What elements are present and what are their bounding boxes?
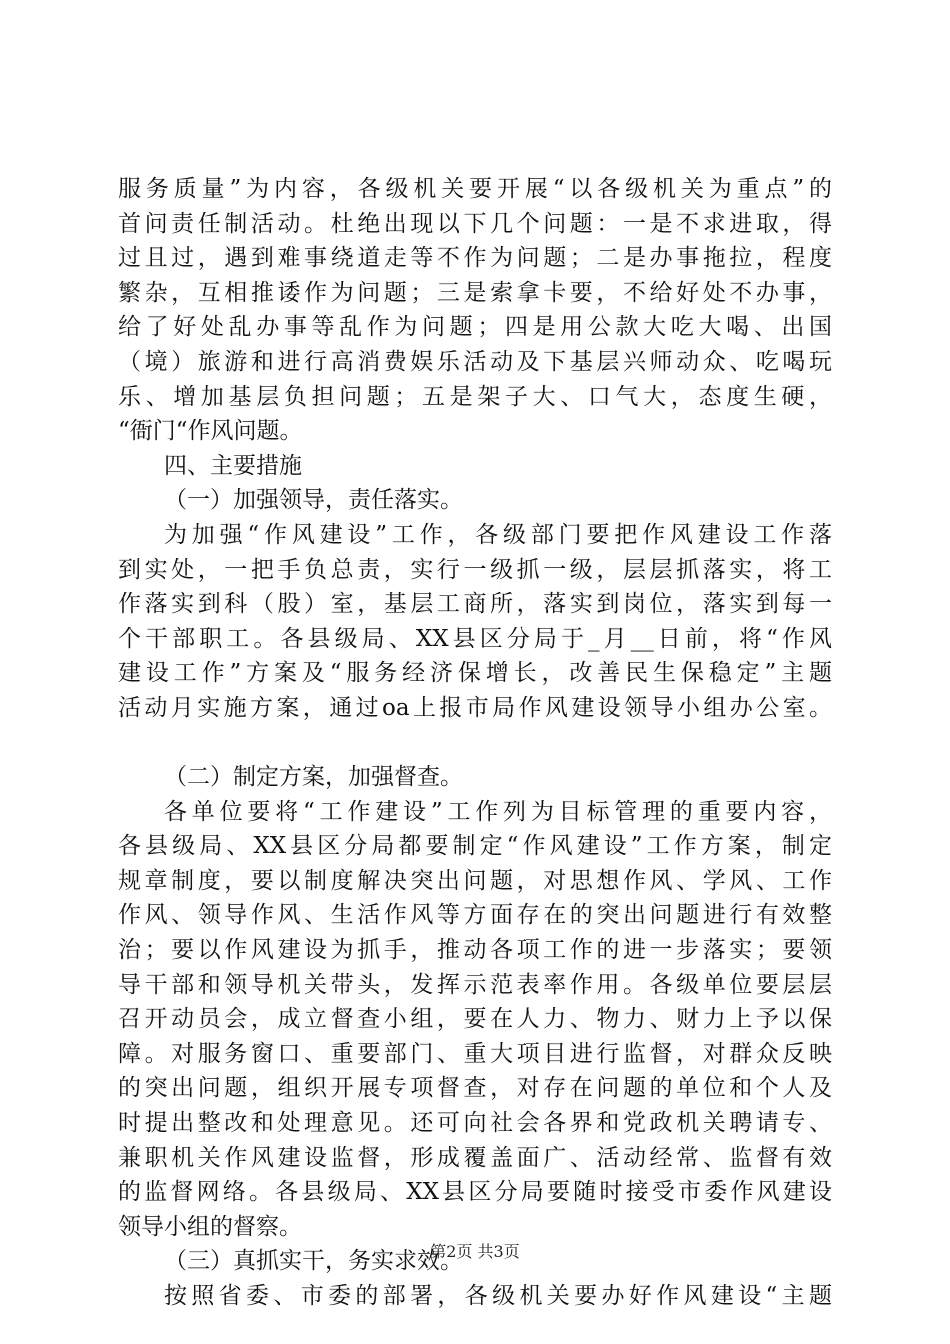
text-line: 过且过，遇到难事绕道走等不作为问题；二是办事拖拉，程度: [118, 245, 832, 272]
text-line: 作落实到科（股）室，基层工商所，落实到岗位，落实到每一: [118, 591, 832, 618]
text-line: 按照省委、市委的部署，各级机关要办好作风建设“主题: [164, 1283, 832, 1309]
text-line: 作风、领导作风、生活作风等方面存在的突出问题进行有效整: [118, 902, 832, 929]
text-line: 导干部和领导机关带头，发挥示范表率作用。各级单位要层层: [118, 971, 832, 998]
text-line: 活动月实施方案，通过oa上报市局作风建设领导小组办公室。: [118, 694, 832, 721]
text-line: 到实处，一把手负总责，实行一级抓一级，层层抓落实，将工: [118, 556, 832, 583]
text-line: 时提出整改和处理意见。还可向社会各界和党政机关聘请专、: [118, 1110, 832, 1137]
text-line: 乐、增加基层负担问题；五是架子大、口气大，态度生硬，: [118, 383, 832, 410]
text-line: 的突出问题，组织开展专项督查，对存在问题的单位和个人及: [118, 1075, 832, 1102]
text-line: “衙门“作风问题。: [118, 418, 303, 445]
text-line: 为加强“作风建设”工作，各级部门要把作风建设工作落: [164, 521, 832, 548]
text-line: 领导小组的督察。: [118, 1213, 302, 1240]
text-line: 各单位要将“工作建设”工作列为目标管理的重要内容，: [164, 798, 832, 825]
page-footer: 第2页 共3页: [430, 1242, 520, 1261]
text-line: 规章制度，要以制度解决突出问题，对思想作风、学风、工作: [118, 867, 832, 894]
text-line: 各县级局、XX县区分局都要制定“作风建设”工作方案，制定: [118, 833, 832, 860]
text-line: 的监督网络。各县级局、XX县区分局要随时接受市委作风建设: [118, 1179, 832, 1206]
subsection-heading: （三）真抓实干，务实求效。: [164, 1248, 463, 1275]
text-line: 建设工作”方案及“服务经济保增长，改善民生保稳定”主题: [118, 660, 832, 687]
section-heading: 四、主要措施: [164, 452, 302, 479]
text-line: 繁杂，互相推诿作为问题；三是索拿卡要，不给好处不办事，: [118, 279, 832, 306]
text-line: 服务质量”为内容，各级机关要开展“以各级机关为重点”的: [118, 176, 832, 202]
subsection-heading: （二）制定方案，加强督查。: [164, 764, 463, 791]
text-line: 障。对服务窗口、重要部门、重大项目进行监督，对群众反映: [118, 1040, 832, 1067]
text-line: 个干部职工。各县级局、XX县区分局于_月__日前，将“作风: [118, 625, 832, 652]
text-line: （境）旅游和进行高消费娱乐活动及下基层兴师动众、吃喝玩: [118, 348, 832, 375]
blank-line: [118, 726, 832, 761]
text-line: 召开动员会，成立督查小组，要在人力、物力、财力上予以保: [118, 1006, 832, 1033]
text-line: 首问责任制活动。杜绝出现以下几个问题：一是不求进取，得: [118, 210, 832, 237]
document-body: [118, 172, 832, 1314]
text-line: 兼职机关作风建设监督，形成覆盖面广、活动经常、监督有效: [118, 1144, 832, 1171]
text-line: 治；要以作风建设为抓手，推动各项工作的进一步落实；要领: [118, 937, 832, 964]
subsection-heading: （一）加强领导，责任落实。: [164, 487, 463, 514]
text-line: 给了好处乱办事等乱作为问题；四是用公款大吃大喝、出国: [118, 314, 832, 341]
